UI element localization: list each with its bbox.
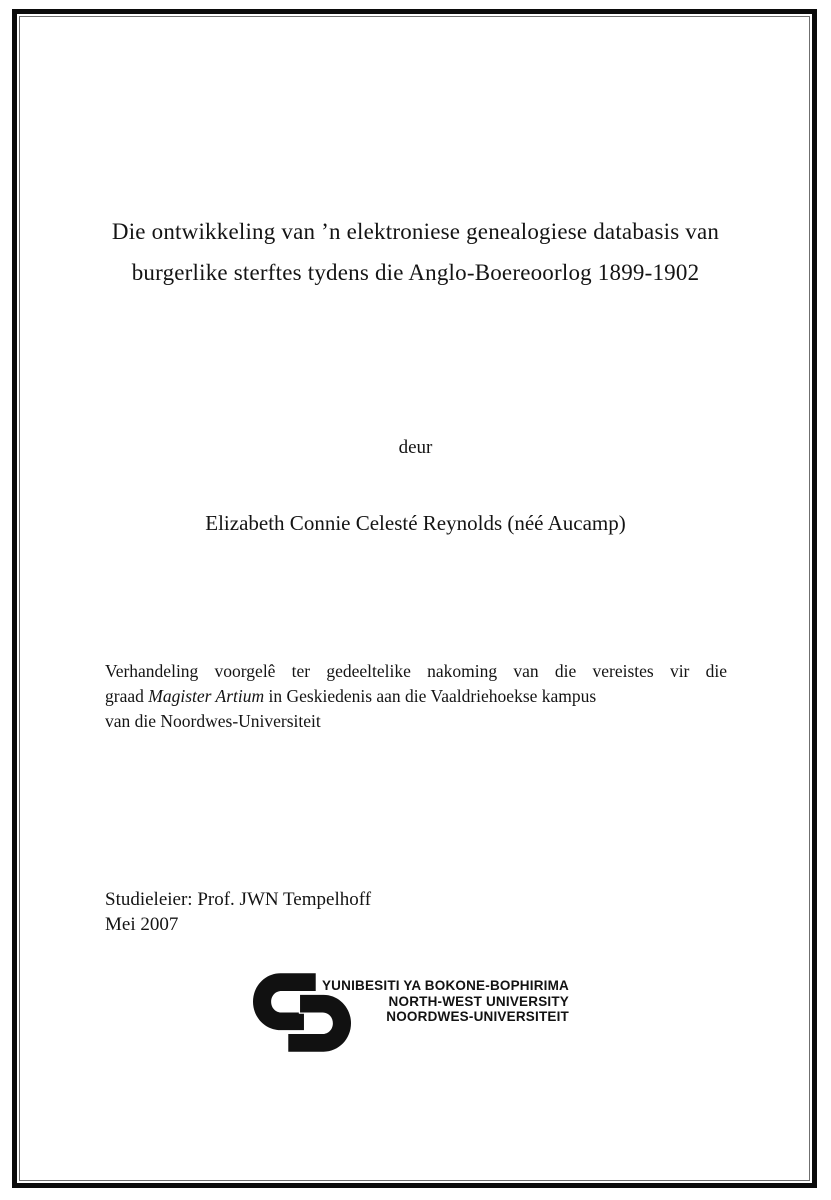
title-line-2: burgerlike sterftes tydens die Anglo-Boereoorlog 1899-1902 <box>131 260 700 285</box>
logo-text-line-3: NOORDWES-UNIVERSITEIT <box>386 1009 569 1024</box>
title-line-1: Die ontwikkeling van ’n elektroniese genealogiese databasis van <box>111 219 720 244</box>
statement-line-2-post: in Geskiedenis aan die Vaaldriehoekse kampus <box>264 686 597 706</box>
statement-line-2-pre: graad <box>105 686 149 706</box>
degree-name: Magister Artium <box>148 686 265 706</box>
date-line: Mei 2007 <box>105 913 179 935</box>
page-title <box>85 211 746 293</box>
supervisor-line: Studieleier: Prof. JWN Tempelhoff <box>105 889 372 910</box>
thesis-statement <box>105 659 727 734</box>
logo-text-line-1: YUNIBESITI YA BOKONE-BOPHIRIMA <box>321 978 569 993</box>
statement-line-2 <box>105 684 727 709</box>
logo-text-line-2: NORTH-WEST UNIVERSITY <box>388 993 569 1009</box>
statement-line-3: van die Noordwes-Universiteit <box>105 711 321 731</box>
university-logo <box>253 971 573 1053</box>
author-name: Elizabeth Connie Celesté Reynolds (néé Aucamp) <box>205 511 626 535</box>
statement-line-1: Verhandeling voorgelê ter gedeeltelike nakoming van die vereistes vir die <box>105 661 727 681</box>
university-logo-text <box>318 978 569 1025</box>
supervisor-block <box>105 888 371 937</box>
byline: deur <box>398 437 433 458</box>
